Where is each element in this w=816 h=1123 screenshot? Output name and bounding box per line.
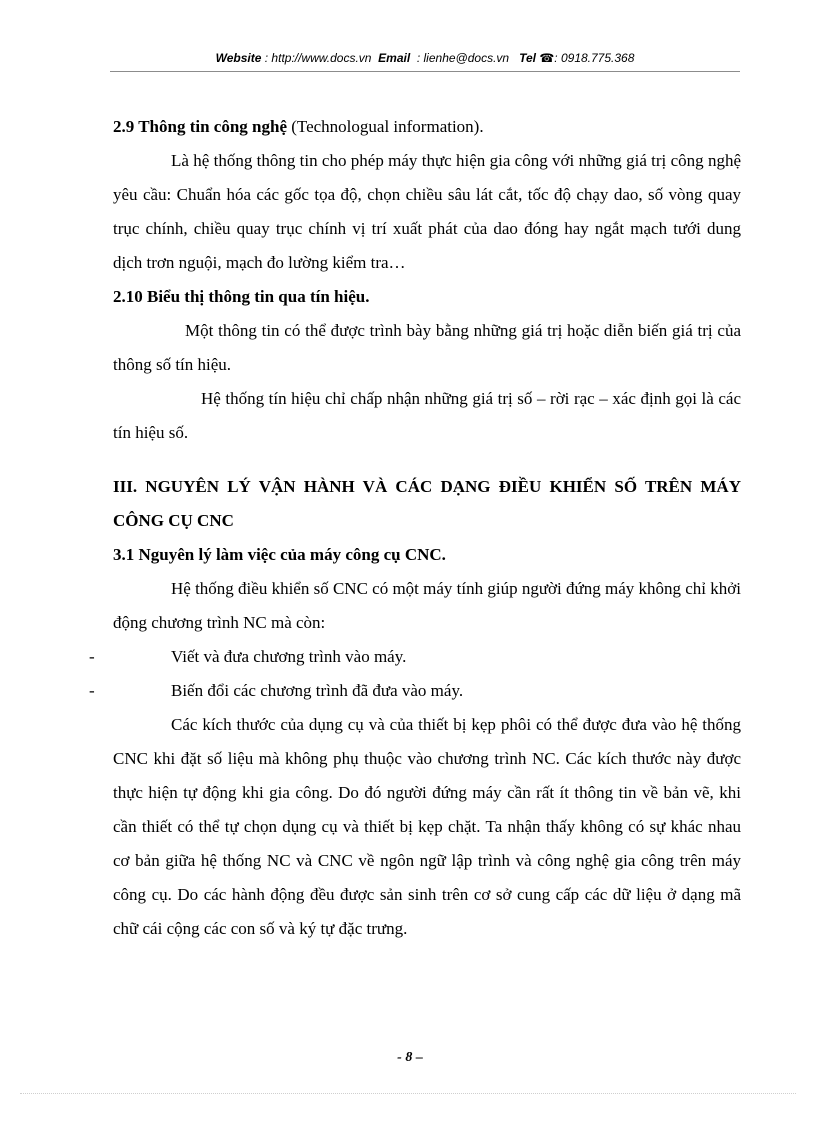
section-2-9-subtitle: (Technologual information). xyxy=(286,117,484,136)
section-2-9-heading xyxy=(113,110,741,144)
section-2-10-paragraph-2: Hệ thống tín hiệu chỉ chấp nhận những giá trị số – rời rạc – xác định gọi là các tín hiệu số. xyxy=(113,389,741,442)
page-number: - 8 – xyxy=(397,1050,423,1065)
page-header xyxy=(110,50,740,66)
section-3-1-title: 3.1 Nguyên lý làm việc của máy công cụ CNC. xyxy=(113,545,446,564)
page-bottom-divider xyxy=(20,1093,796,1094)
bullet-marker: - xyxy=(89,681,95,700)
section-3-1-paragraph-2: Các kích thước của dụng cụ và của thiết bị kẹp phôi có thể được đưa vào hệ thống CNC khi đặt số liệu mà không phụ thuộc vào chương trình NC. Các kích thước này được thực hiện tự động khi gia công. Do đó người đứng máy cần rất ít thông tin về bản vẽ, khi cần thiết có thể tự chọn dụng cụ và thiết bị kẹp chặt. Ta nhận thấy không có sự khác nhau cơ bản giữa hệ thống NC và CNC về ngôn ngữ lập trình và công nghệ gia công trên máy công cụ. Do các hành động đều được sản sinh trên cơ sở cung cấp các dữ liệu ở dạng mã chữ cái cộng các con số và ký tự đặc trưng. xyxy=(113,715,741,938)
list-item-text: Viết và đưa chương trình vào máy. xyxy=(171,647,407,666)
list-item-text: Biến đổi các chương trình đã đưa vào máy. xyxy=(171,681,464,700)
email-label: Email xyxy=(378,51,411,65)
tel-value: : 0918.775.368 xyxy=(554,51,635,65)
bullet-marker: - xyxy=(89,647,95,666)
section-2-9-title: 2.9 Thông tin công nghệ xyxy=(113,117,287,136)
section-2-10-title: 2.10 Biểu thị thông tin qua tín hiệu. xyxy=(113,287,370,306)
email-link[interactable]: : lienhe@docs.vn xyxy=(416,51,510,65)
tel-label: Tel xyxy=(519,51,536,65)
section-2-9-paragraph: Là hệ thống thông tin cho phép máy thực hiện gia công với những giá trị công nghệ yêu cầu: Chuẩn hóa các gốc tọa độ, chọn chiều sâu lát cắt, tốc độ chạy dao, số vòng quay trục chính, chiều quay trục chính vị trí xuất phát của dao đóng hay ngắt mạch tưới dung dịch trơn nguội, mạch đo lường kiểm tra… xyxy=(113,151,741,272)
website-link[interactable]: : http://www.docs.vn xyxy=(264,51,372,65)
section-2-10-paragraph-1: Một thông tin có thể được trình bày bằng những giá trị hoặc diễn biến giá trị của thông số tín hiệu. xyxy=(113,321,741,374)
header-divider xyxy=(110,71,740,72)
phone-icon: ☎ xyxy=(539,51,555,65)
section-3-title: III. NGUYÊN LÝ VẬN HÀNH VÀ CÁC DẠNG ĐIỀU KHIỂN SỐ TRÊN MÁY CÔNG CỤ CNC xyxy=(113,477,741,530)
section-3-1-paragraph-1: Hệ thống điều khiển số CNC có một máy tính giúp người đứng máy không chỉ khởi động chương trình NC mà còn: xyxy=(113,579,741,632)
document-body xyxy=(89,110,741,946)
list-item xyxy=(89,640,741,674)
list-item xyxy=(89,674,741,708)
website-label: Website xyxy=(215,51,262,65)
